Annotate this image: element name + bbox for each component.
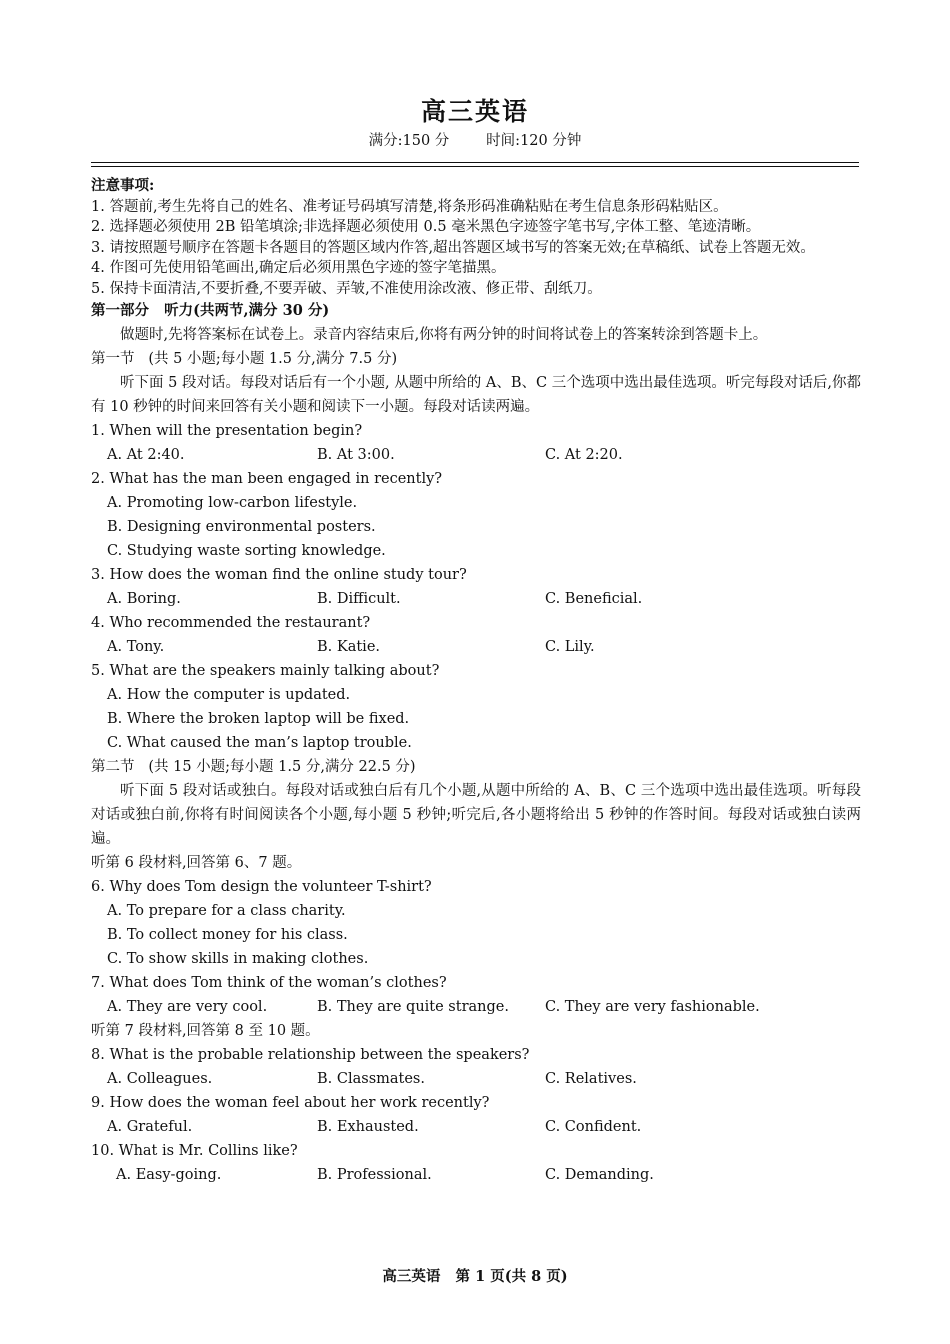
option-c: C. Relatives. xyxy=(545,1071,637,1087)
option-c: C. Lily. xyxy=(545,639,595,655)
option-c: C. To show skills in making clothes. xyxy=(107,951,369,967)
question-stem: 10. What is Mr. Collins like? xyxy=(91,1143,298,1159)
option-row xyxy=(91,635,861,659)
notice-item: 2. 选择题必须使用 2B 铅笔填涂;非选择题必须使用 0.5 毫米黑色字迹签字笔书写,字体工整、笔迹清晰。 xyxy=(91,219,761,235)
option-c: C. Demanding. xyxy=(545,1167,654,1183)
option-b: B. Difficult. xyxy=(317,591,401,607)
question-stem: 3. How does the woman find the online study tour? xyxy=(91,567,467,583)
option-c: C. They are very fashionable. xyxy=(545,999,760,1015)
option-row xyxy=(91,587,861,611)
option-row xyxy=(91,443,861,467)
question-stem: 1. When will the presentation begin? xyxy=(91,423,363,439)
option-b: B. Classmates. xyxy=(317,1071,425,1087)
question-stem: 9. How does the woman feel about her work recently? xyxy=(91,1095,490,1111)
exam-title: 高三英语 xyxy=(420,97,529,126)
option-c: C. At 2:20. xyxy=(545,447,623,463)
exam-content xyxy=(91,176,861,1187)
question-stem: 4. Who recommended the restaurant? xyxy=(91,615,371,631)
option-c: C. Studying waste sorting knowledge. xyxy=(107,543,386,559)
option-a: A. Boring. xyxy=(107,591,181,607)
notice-item: 5. 保持卡面清洁,不要折叠,不要弄破、弄皱,不准使用涂改液、修正带、刮纸刀。 xyxy=(91,280,602,297)
option-b: B. Designing environmental posters. xyxy=(107,519,376,535)
question-stem: 6. Why does Tom design the volunteer T-shirt? xyxy=(91,879,432,895)
option-row xyxy=(91,1115,861,1139)
option-a: A. Promoting low-carbon lifestyle. xyxy=(107,495,358,511)
option-a: A. To prepare for a class charity. xyxy=(107,903,346,919)
option-c: C. Beneficial. xyxy=(545,591,643,607)
option-a: A. How the computer is updated. xyxy=(107,687,351,703)
part1-heading: 第一部分 听力(共两节,满分 30 分) xyxy=(91,302,330,319)
option-a: A. Tony. xyxy=(107,639,165,655)
material-note: 听第 6 段材料,回答第 6、7 题。 xyxy=(91,855,302,871)
question-stem: 2. What has the man been engaged in recently? xyxy=(91,471,443,487)
option-row xyxy=(91,1067,861,1091)
page-footer: 高三英语 第 1 页(共 8 页) xyxy=(382,1268,568,1285)
header-divider-top xyxy=(91,162,859,163)
option-c: C. Confident. xyxy=(545,1119,642,1135)
option-row xyxy=(91,1163,861,1187)
option-a: A. At 2:40. xyxy=(107,447,185,463)
notice-heading: 注意事项: xyxy=(91,177,155,194)
option-row xyxy=(91,995,861,1019)
notice-item: 1. 答题前,考生先将自己的姓名、准考证号码填写清楚,将条形码准确粘贴在考生信息条形码粘贴区。 xyxy=(91,198,728,215)
option-b: B. At 3:00. xyxy=(317,447,395,463)
exam-subtitle: 满分:150 分 时间:120 分钟 xyxy=(368,133,582,149)
question-stem: 5. What are the speakers mainly talking about? xyxy=(91,663,440,679)
option-b: B. Professional. xyxy=(317,1167,432,1183)
notice-item: 3. 请按照题号顺序在答题卡各题目的答题区域内作答,超出答题区域书写的答案无效;在草稿纸、试卷上答题无效。 xyxy=(91,239,815,256)
option-b: B. Katie. xyxy=(317,639,381,655)
option-b: B. Exhausted. xyxy=(317,1119,419,1135)
question-stem: 8. What is the probable relationship between the speakers? xyxy=(91,1047,530,1063)
section2-instruction: 听下面 5 段对话或独白。每段对话或独白后有几个小题,从题中所给的 A、B、C 三个选项中选出最佳选项。听每段对话或独白前,你将有时间阅读各个小题,每小题 5 秒钟;听完后,各小题将给出 5 秒钟的作答时间。每段对话或独白读两遍。 xyxy=(91,783,861,847)
option-a: A. They are very cool. xyxy=(107,999,268,1015)
section1-instruction: 听下面 5 段对话。每段对话后有一个小题, 从题中所给的 A、B、C 三个选项中选出最佳选项。听完每段对话后,你都有 10 秒钟的时间来回答有关小题和阅读下一小题。每段对话读两遍。 xyxy=(91,375,861,415)
option-c: C. What caused the man’s laptop trouble. xyxy=(107,735,412,751)
section2-heading: 第二节 (共 15 小题;每小题 1.5 分,满分 22.5 分) xyxy=(91,759,416,775)
header-divider-bottom xyxy=(91,166,859,167)
option-a: A. Grateful. xyxy=(107,1119,193,1135)
part1-instruction: 做题时,先将答案标在试卷上。录音内容结束后,你将有两分钟的时间将试卷上的答案转涂到答题卡上。 xyxy=(120,327,768,343)
material-note: 听第 7 段材料,回答第 8 至 10 题。 xyxy=(91,1023,320,1039)
option-b: B. They are quite strange. xyxy=(317,999,509,1015)
section1-heading: 第一节 (共 5 小题;每小题 1.5 分,满分 7.5 分) xyxy=(91,351,398,367)
option-b: B. To collect money for his class. xyxy=(107,927,348,943)
question-stem: 7. What does Tom think of the woman’s clothes? xyxy=(91,975,447,991)
option-a: A. Easy-going. xyxy=(116,1167,222,1183)
option-b: B. Where the broken laptop will be fixed. xyxy=(107,711,410,727)
notice-block xyxy=(91,176,861,299)
notice-item: 4. 作图可先使用铅笔画出,确定后必须用黑色字迹的签字笔描黑。 xyxy=(91,260,506,276)
option-a: A. Colleagues. xyxy=(107,1071,213,1087)
